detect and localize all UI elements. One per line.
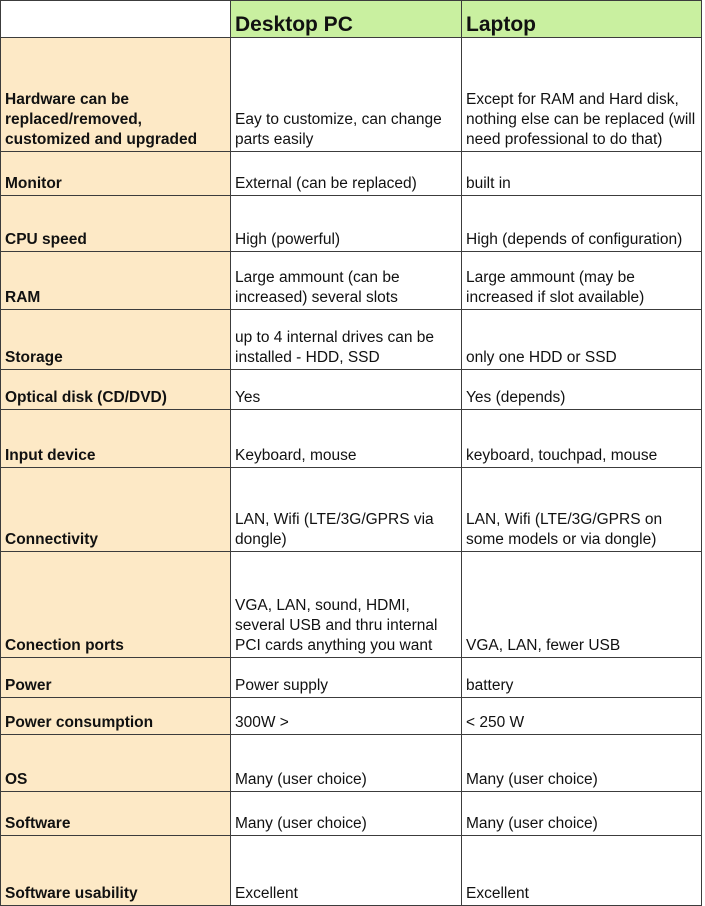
row-label: Conection ports (1, 552, 231, 658)
desktop-value: Many (user choice) (231, 735, 462, 792)
table-row (1, 836, 702, 906)
row-label: Storage (1, 310, 231, 370)
row-label: RAM (1, 252, 231, 310)
header-corner-cell (1, 1, 231, 38)
row-label: Optical disk (CD/DVD) (1, 370, 231, 410)
table-row (1, 38, 702, 152)
desktop-value: Large ammount (can be increased) several slots (231, 252, 462, 310)
laptop-value: only one HDD or SSD (462, 310, 702, 370)
laptop-value: High (depends of configuration) (462, 196, 702, 252)
row-label: Hardware can be replaced/removed, customized and upgraded (1, 38, 231, 152)
desktop-value: 300W > (231, 698, 462, 735)
row-label: Software (1, 792, 231, 836)
laptop-value: < 250 W (462, 698, 702, 735)
laptop-value: LAN, Wifi (LTE/3G/GPRS on some models or via dongle) (462, 468, 702, 552)
table-row (1, 698, 702, 735)
row-label: Software usability (1, 836, 231, 906)
desktop-value: Yes (231, 370, 462, 410)
desktop-value: Excellent (231, 836, 462, 906)
laptop-value: Yes (depends) (462, 370, 702, 410)
table-row (1, 658, 702, 698)
laptop-value: Many (user choice) (462, 792, 702, 836)
desktop-value: LAN, Wifi (LTE/3G/GPRS via dongle) (231, 468, 462, 552)
table-row (1, 735, 702, 792)
row-label: Power (1, 658, 231, 698)
desktop-value: Keyboard, mouse (231, 410, 462, 468)
row-label: Monitor (1, 152, 231, 196)
laptop-value: VGA, LAN, fewer USB (462, 552, 702, 658)
desktop-value: Power supply (231, 658, 462, 698)
row-label: CPU speed (1, 196, 231, 252)
laptop-value: Many (user choice) (462, 735, 702, 792)
laptop-value: battery (462, 658, 702, 698)
row-label: OS (1, 735, 231, 792)
laptop-value: keyboard, touchpad, mouse (462, 410, 702, 468)
table-row (1, 792, 702, 836)
laptop-value: built in (462, 152, 702, 196)
table-row (1, 410, 702, 468)
laptop-value: Excellent (462, 836, 702, 906)
header-row (1, 1, 702, 38)
table-row (1, 196, 702, 252)
desktop-value: External (can be replaced) (231, 152, 462, 196)
table-row (1, 152, 702, 196)
table-row (1, 468, 702, 552)
desktop-value: High (powerful) (231, 196, 462, 252)
table-row (1, 370, 702, 410)
laptop-value: Large ammount (may be increased if slot available) (462, 252, 702, 310)
table-row (1, 552, 702, 658)
header-laptop: Laptop (462, 1, 702, 38)
desktop-value: up to 4 internal drives can be installed - HDD, SSD (231, 310, 462, 370)
desktop-value: Eay to customize, can change parts easily (231, 38, 462, 152)
laptop-value: Except for RAM and Hard disk, nothing else can be replaced (will need professional to do that) (462, 38, 702, 152)
table-row (1, 310, 702, 370)
table-row (1, 252, 702, 310)
desktop-value: VGA, LAN, sound, HDMI, several USB and thru internal PCI cards anything you want (231, 552, 462, 658)
header-desktop-pc: Desktop PC (231, 1, 462, 38)
row-label: Input device (1, 410, 231, 468)
row-label: Power consumption (1, 698, 231, 735)
row-label: Connectivity (1, 468, 231, 552)
desktop-value: Many (user choice) (231, 792, 462, 836)
